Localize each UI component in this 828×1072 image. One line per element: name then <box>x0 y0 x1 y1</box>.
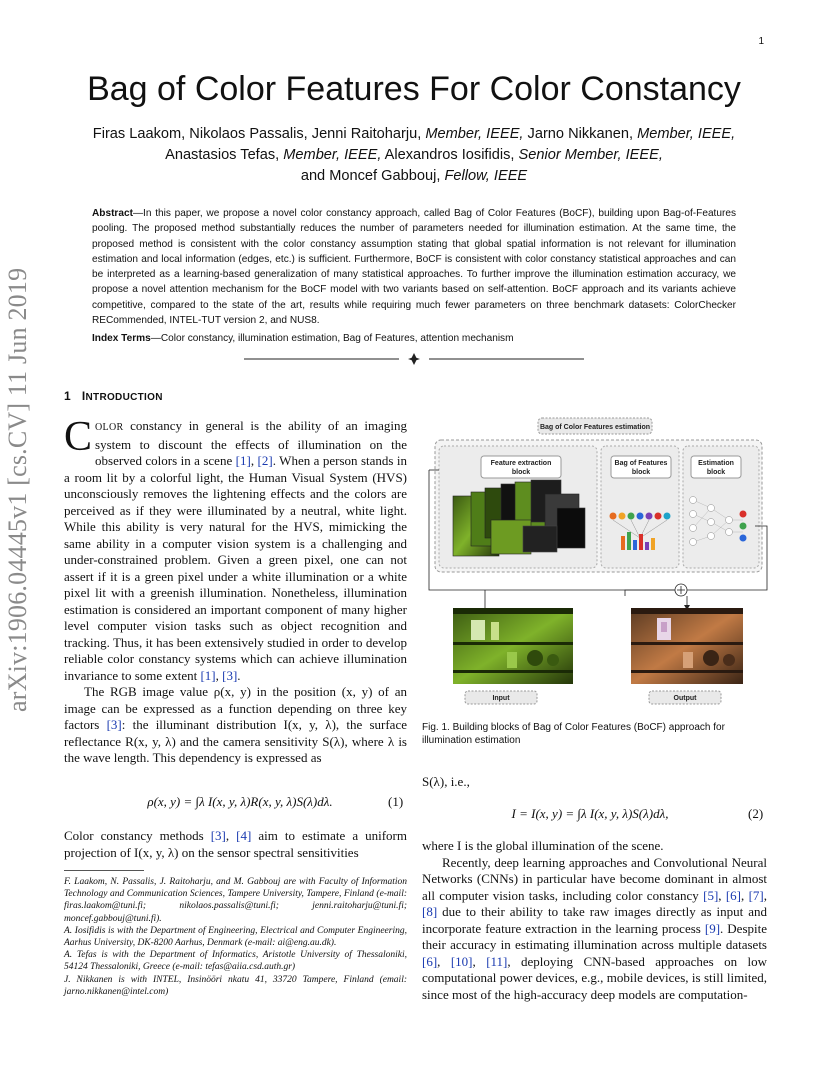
footnote-2: A. Iosifidis is with the Department of Engineering, Electrical and Computer Engineering, Aarhus University, DK-8200 Aarhus, Denmark (e-mail: ai@eng.au.dk). <box>64 925 407 949</box>
right-column-paragraph: where I is the global illumination of the scene. Recently, deep learning approaches and Convolutional Neural Networks (CNNs) in particular have become dominant in almost all computer vision tasks, including color constancy [5], [6], [7], [8] due to their ability to take raw images directly as input and incorporate feature extraction in the learning process [9]. Despite their accuracy in estimating illumination across multiple datasets [6], [10], [11], deploying CNN-based approaches on low computational power devices, e.g., mobile devices, is still limited, since most of the high-accuracy deep models are computation- <box>422 838 768 1002</box>
citation-link[interactable]: [3] <box>106 717 122 732</box>
paper-title: Bag of Color Features For Color Constancy <box>87 70 741 108</box>
bocf-figure <box>425 410 770 710</box>
left-column-paragraph-2: The RGB image value ρ(x, y) in the position (x, y) of an image can be expressed as a function depending on three key factors [3]: the illuminant distribution I(x, y, λ), the surface reflectance R(x, y, λ) and the camera sensitivity S(λ), where λ is the wave length. This dependency is expressed as <box>64 684 407 765</box>
estimation-label-2: block <box>706 469 726 476</box>
right-column-lead: S(λ), i.e., <box>422 774 470 789</box>
drop-cap: C <box>64 414 93 460</box>
equation-2-number: (2) <box>748 806 764 821</box>
bag-of-features-label-2: block <box>631 469 651 476</box>
author-line-3: and Moncef Gabbouj, Fellow, IEEE <box>300 168 528 184</box>
equation-1: ρ(x, y) = ∫λ I(x, y, λ)R(x, y, λ)S(λ)dλ. <box>147 794 333 809</box>
bag-of-features-label-1: Bag of Features <box>614 460 668 467</box>
citation-link[interactable]: [7] <box>748 887 764 903</box>
index-terms <box>92 332 736 346</box>
diamond-ornament-icon <box>408 353 420 365</box>
feature-extraction-label-2: block <box>511 469 531 476</box>
author-line-1: Firas Laakom, Nikolaos Passalis, Jenni Raitoharju, Member, IEEE, Jarno Nikkanen, Member, IEEE, <box>92 126 736 142</box>
citation-link[interactable]: [3] <box>222 667 238 683</box>
input-label: Input <box>492 695 510 702</box>
citation-link[interactable]: [10] <box>450 953 473 969</box>
citation-link[interactable]: [3] <box>210 828 226 843</box>
citation-link[interactable]: [2] <box>257 453 273 468</box>
citation-link[interactable]: [11] <box>486 953 508 969</box>
arxiv-identifier: arXiv:1906.04445v1 [cs.CV] 11 Jun 2019 <box>3 267 32 712</box>
citation-link[interactable]: [8] <box>422 904 438 919</box>
citation-link[interactable]: [1] <box>235 453 251 468</box>
abstract-label: Abstract <box>92 208 133 219</box>
citation-link[interactable]: [6] <box>422 953 438 969</box>
output-label: Output <box>673 695 697 702</box>
citation-link[interactable]: [1] <box>200 667 216 683</box>
citation-link[interactable]: [9] <box>704 920 721 936</box>
estimation-label-1: Estimation <box>698 460 734 467</box>
footnotes <box>64 876 407 998</box>
citation-link[interactable]: [6] <box>725 887 742 903</box>
index-terms-label: Index Terms <box>92 333 151 344</box>
index-terms-text: —Color constancy, illumination estimation, Bag of Features, attention mechanism <box>150 333 514 344</box>
author-line-2: Anastasios Tefas, Member, IEEE, Alexandros Iosifidis, Senior Member, IEEE, <box>165 147 663 163</box>
citation-link[interactable]: [4] <box>236 828 252 843</box>
footnote-4: J. Nikkanen is with INTEL, Insinööri nkatu 41, 33720 Tampere, Finland (email: jarno.nikkanen@intel.com) <box>64 974 407 997</box>
left-column-paragraph-1: COLOR constancy in general is the ability of an imaging system to discount the effects of illumination on the observed colors in a scene [1], [2]. When a person stands in a room lit by a colorful light, the Human Visual System (HVS) unconsciously removes the lightening effects and the colors are perceived as if they were illuminated by a neutral, white light. While this ability is very natural for the HVS, mimicking the same ability in a computer vision system is a challenging and under-constrained problem. Given a green pixel, one can not assert if it is a green pixel under a white illumination or a white pixel lit with a greenish illumination. Nonetheless, illumination estimation is considered an important component of many higher level computer vision tasks such as object recognition and tracking. Thus, it has been extensively studied in order to develop reliable color constancy systems which can achieve illumination invariance to some extent [1], [3]. <box>64 414 408 683</box>
left-column-paragraph-3: Color constancy methods [3], [4] aim to estimate a uniform projection of I(x, y, λ) on the sensor spectral sensitivities <box>64 828 407 860</box>
author-list <box>60 124 768 187</box>
input-image <box>453 608 573 684</box>
footnote-3: A. Tefas is with the Department of Informatics, Aristotle University of Thessaloniki, 54124 Thessaloniki, Greece (e-mail: tefas@aiia.csd.auth.gr) <box>64 950 407 973</box>
equation-2: I = I(x, y) = ∫λ I(x, y, λ)S(λ)dλ, <box>511 806 669 821</box>
citation-link[interactable]: [5] <box>703 887 719 903</box>
output-image <box>631 608 743 684</box>
abstract <box>92 206 736 328</box>
abstract-text: —In this paper, we propose a novel color constancy approach, called Bag of Color Features (BoCF), building upon Bag-of-Features pooling. The proposed method substantially reduces the number of parameters needed for illumination estimation. At the same time, the proposed method is consistent with the color constancy assumption stating that global spatial information is not relevant for illumination estimation and local information (edges, etc.) is sufficient. Furthermore, BoCF is consistent with color constancy statistical approaches and can be interpreted as a learning-based generalization of many statistical approaches. To further improve the illumination estimation accuracy, we propose a novel attention mechanism for the BoCF model with two variants based on self-attention. BoCF approach and its variants achieve competitive, compared to the state of the art, results while requiring much fewer parameters on three benchmark datasets: ColorChecker RECommended, INTEL-TUT version 2, and NUS8. <box>92 208 736 327</box>
page-number: 1 <box>758 36 764 47</box>
footnote-rule <box>64 870 144 871</box>
figure-title: Bag of Color Features estimation <box>539 424 651 431</box>
section-divider <box>244 352 584 366</box>
footnote-1: F. Laakom, N. Passalis, J. Raitoharju, and M. Gabbouj are with Faculty of Information Technology and Communication Sciences, Tampere University, Tampere, Finland (e-mail: firas.laakom@tuni.fi; nikolaos.passalis@tuni.fi; jenni.raitoharju@tuni.fi; moncef.gabbouj@tuni.fi). <box>64 877 407 924</box>
section-heading: 1 INTRODUCTION <box>64 389 163 403</box>
feature-extraction-label-1: Feature extraction <box>490 460 552 467</box>
equation-1-number: (1) <box>388 794 404 809</box>
figure-caption: Fig. 1. Building blocks of Bag of Color Features (BoCF) approach for illumination estimation <box>422 722 725 746</box>
